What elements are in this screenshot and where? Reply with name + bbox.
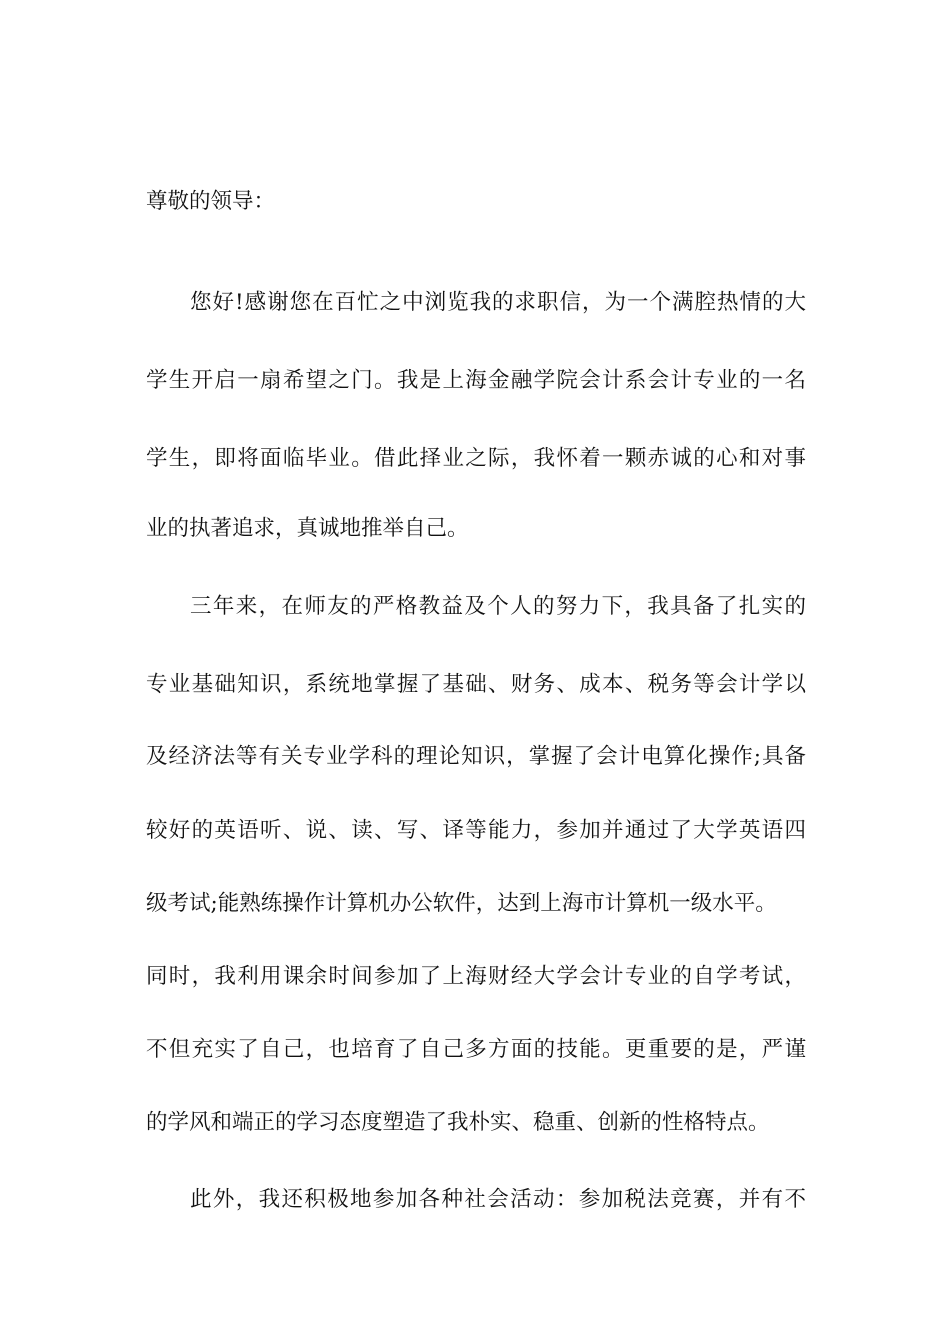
paragraph-line: 学生，即将面临毕业。借此择业之际，我怀着一颗赤诚的心和对事	[146, 446, 806, 471]
salutation: 尊敬的领导：	[146, 189, 276, 214]
paragraph-line: 的学风和端正的学习态度塑造了我朴实、稳重、创新的性格特点。	[146, 1110, 770, 1135]
paragraph-line: 不但充实了自己，也培育了自己多方面的技能。更重要的是，严谨	[146, 1037, 806, 1062]
paragraph-line: 同时，我利用课余时间参加了上海财经大学会计专业的自学考试，	[146, 964, 806, 989]
paragraph-line: 此外，我还积极地参加各种社会活动：参加税法竞赛，并有不	[190, 1187, 806, 1212]
paragraph-line: 级考试;能熟练操作计算机办公软件，达到上海市计算机一级水平。	[146, 891, 777, 916]
paragraph-line: 业的执著追求，真诚地推举自己。	[146, 516, 469, 541]
paragraph-line: 及经济法等有关专业学科的理论知识，掌握了会计电算化操作;具备	[146, 744, 806, 769]
paragraph-line: 三年来，在师友的严格教益及个人的努力下，我具备了扎实的	[190, 594, 806, 619]
paragraph-line: 较好的英语听、说、读、写、译等能力，参加并通过了大学英语四	[146, 818, 806, 843]
paragraph-line: 专业基础知识，系统地掌握了基础、财务、成本、税务等会计学以	[146, 672, 806, 697]
paragraph-line: 您好!感谢您在百忙之中浏览我的求职信，为一个满腔热情的大	[190, 290, 806, 315]
paragraph-line: 学生开启一扇希望之门。我是上海金融学院会计系会计专业的一名	[146, 368, 806, 393]
